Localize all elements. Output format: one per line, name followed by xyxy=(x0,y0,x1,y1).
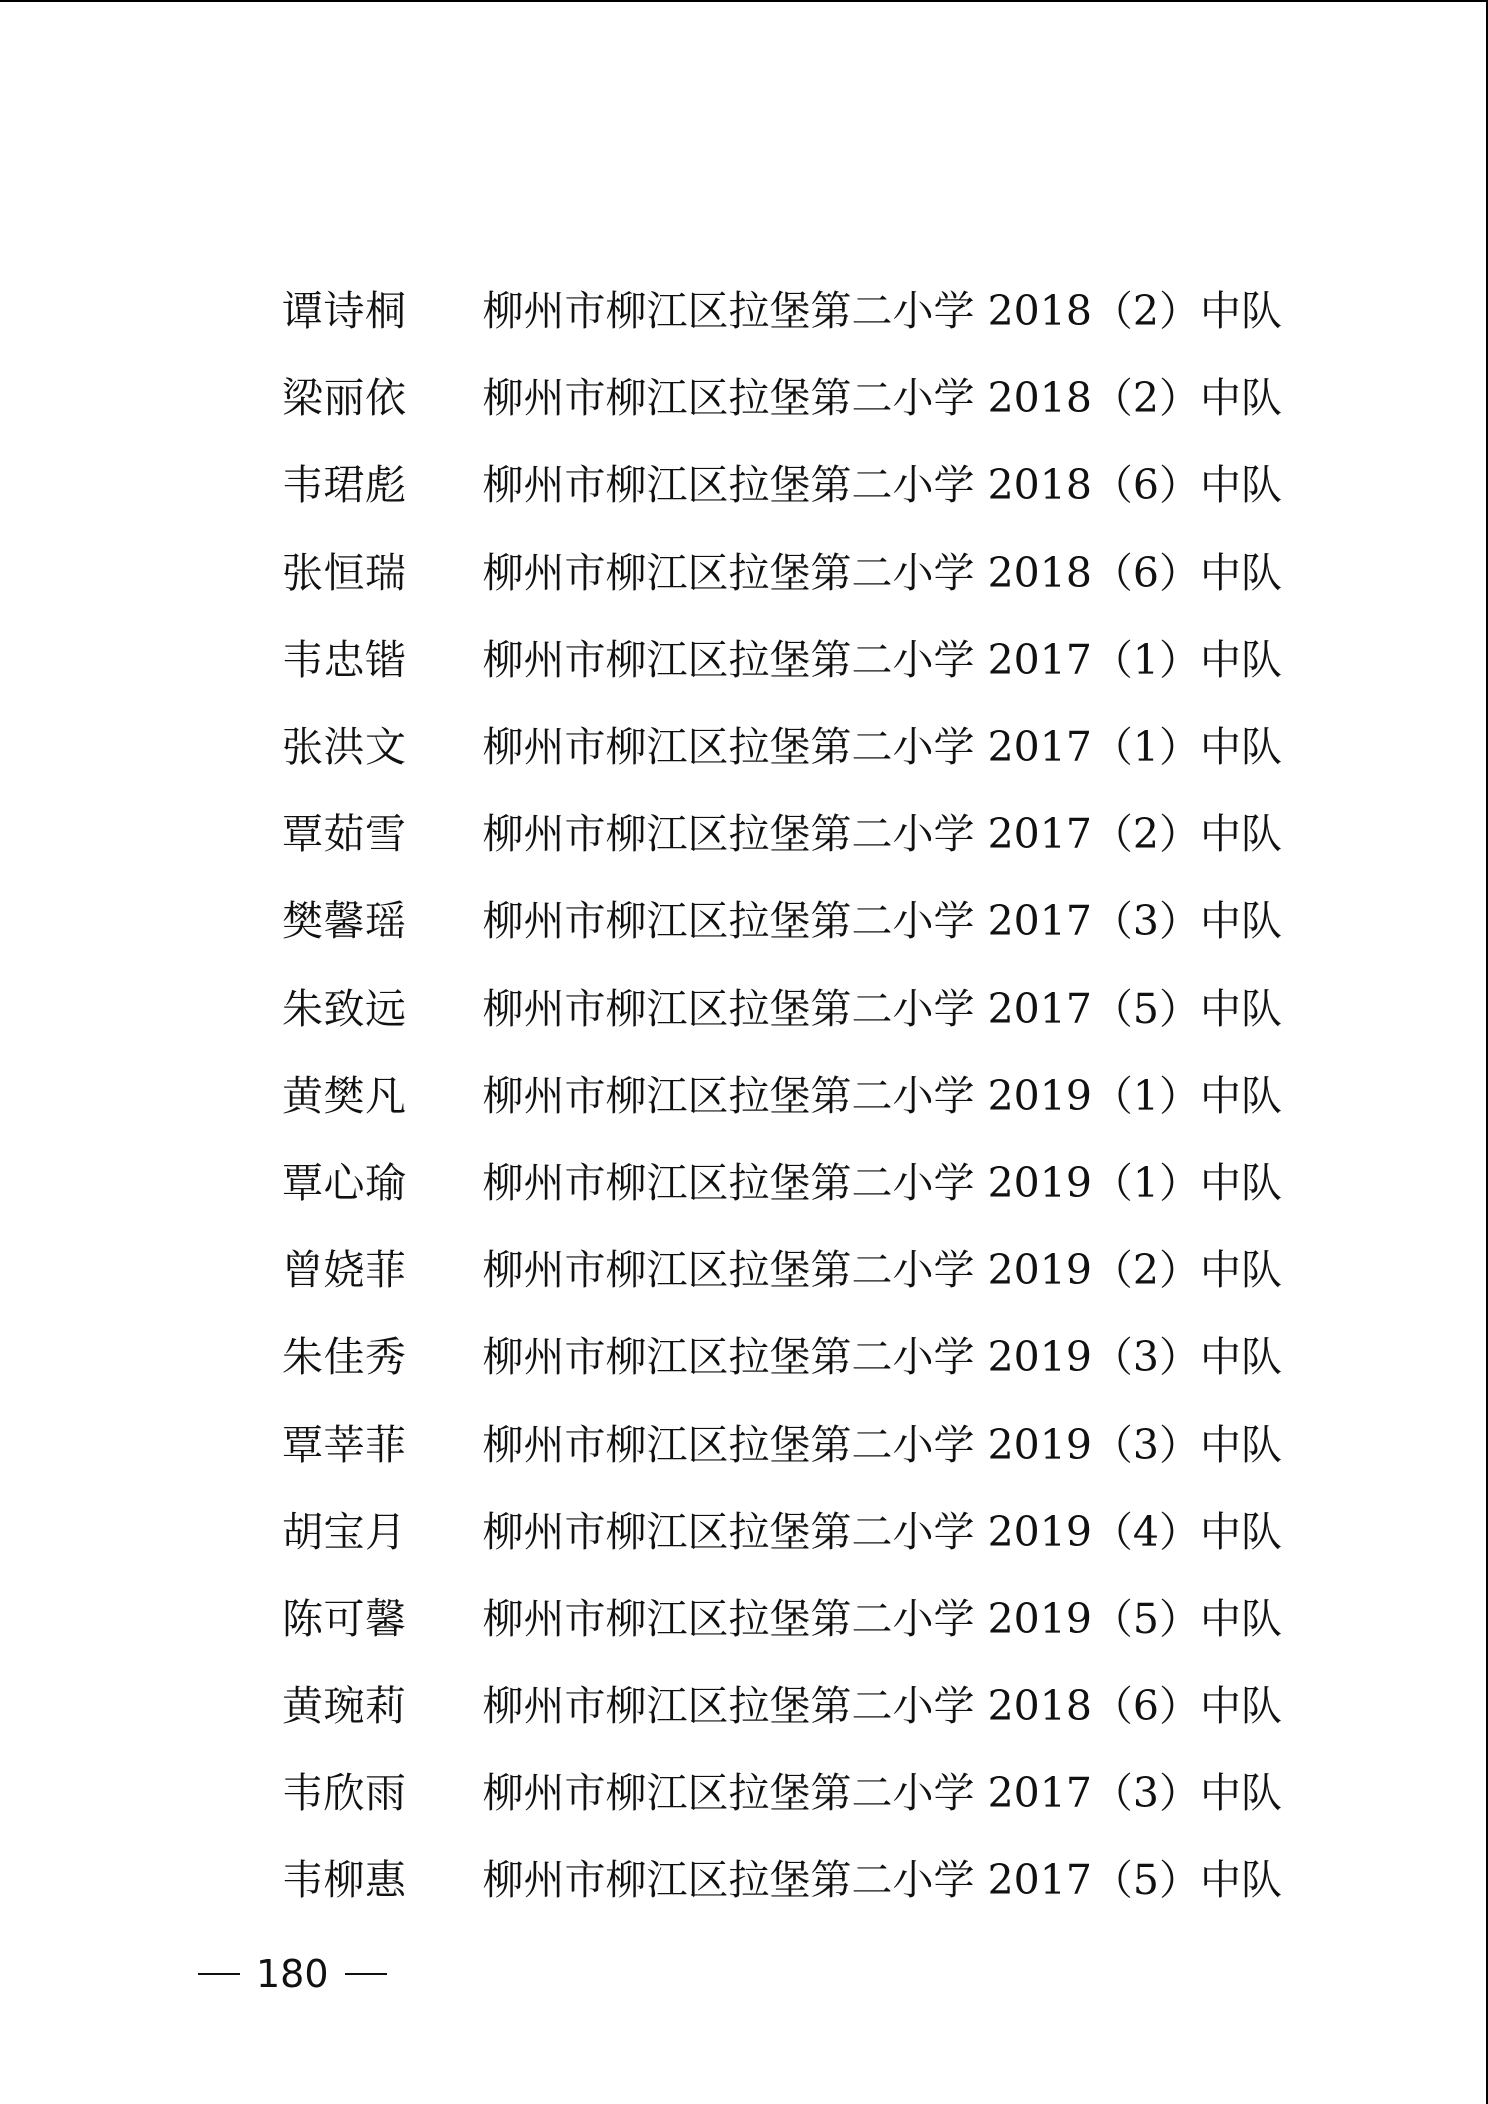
person-name: 覃茹雪 xyxy=(282,810,407,859)
person-name: 黄樊凡 xyxy=(282,1071,407,1120)
squad-name: 柳州市柳江区拉堡第二小学 2017（1）中队 xyxy=(482,723,1282,772)
squad-name: 柳州市柳江区拉堡第二小学 2017（5）中队 xyxy=(482,984,1282,1033)
squad-name: 柳州市柳江区拉堡第二小学 2019（1）中队 xyxy=(482,1071,1282,1120)
person-name: 覃莘菲 xyxy=(282,1420,407,1469)
squad-name: 柳州市柳江区拉堡第二小学 2017（3）中队 xyxy=(482,1769,1282,1818)
person-name: 胡宝月 xyxy=(282,1507,407,1556)
squad-name: 柳州市柳江区拉堡第二小学 2017（2）中队 xyxy=(482,810,1282,859)
squad-name: 柳州市柳江区拉堡第二小学 2019（5）中队 xyxy=(482,1594,1282,1643)
squad-name: 柳州市柳江区拉堡第二小学 2018（6）中队 xyxy=(482,548,1282,597)
person-name: 曾娆菲 xyxy=(282,1246,407,1295)
squad-name: 柳州市柳江区拉堡第二小学 2017（5）中队 xyxy=(482,1856,1282,1905)
person-name: 韦柳惠 xyxy=(282,1856,407,1905)
person-name: 陈可馨 xyxy=(282,1594,407,1643)
list-item xyxy=(282,1140,1282,1227)
person-name: 张恒瑞 xyxy=(282,548,407,597)
list-item xyxy=(282,1489,1282,1576)
squad-name: 柳州市柳江区拉堡第二小学 2017（3）中队 xyxy=(482,897,1282,946)
list-item xyxy=(282,1314,1282,1401)
squad-name: 柳州市柳江区拉堡第二小学 2019（2）中队 xyxy=(482,1246,1282,1295)
person-name: 朱致远 xyxy=(282,984,407,1033)
page-footer xyxy=(198,1944,387,2004)
list-item xyxy=(282,1576,1282,1663)
squad-name: 柳州市柳江区拉堡第二小学 2019（4）中队 xyxy=(482,1507,1282,1556)
person-name: 梁丽依 xyxy=(282,374,407,423)
page-number: 180 xyxy=(256,1952,329,1996)
list-item xyxy=(282,1401,1282,1488)
person-name: 樊馨瑶 xyxy=(282,897,407,946)
list-item xyxy=(282,878,1282,965)
list-item xyxy=(282,966,1282,1053)
list-item xyxy=(282,355,1282,442)
list-item xyxy=(282,1663,1282,1750)
list-item xyxy=(282,704,1282,791)
squad-name: 柳州市柳江区拉堡第二小学 2019（3）中队 xyxy=(482,1420,1282,1469)
squad-name: 柳州市柳江区拉堡第二小学 2017（1）中队 xyxy=(482,635,1282,684)
list-item xyxy=(282,1837,1282,1924)
name-list xyxy=(282,268,1282,1925)
squad-name: 柳州市柳江区拉堡第二小学 2019（3）中队 xyxy=(482,1333,1282,1382)
person-name: 韦珺彪 xyxy=(282,461,407,510)
page-top-border xyxy=(0,0,1488,2)
list-item xyxy=(282,1053,1282,1140)
list-item xyxy=(282,442,1282,529)
person-name: 覃心瑜 xyxy=(282,1158,407,1207)
person-name: 黄琬莉 xyxy=(282,1682,407,1731)
person-name: 朱佳秀 xyxy=(282,1333,407,1382)
footer-dash-right xyxy=(345,1973,387,1975)
squad-name: 柳州市柳江区拉堡第二小学 2018（6）中队 xyxy=(482,461,1282,510)
person-name: 韦欣雨 xyxy=(282,1769,407,1818)
person-name: 张洪文 xyxy=(282,723,407,772)
squad-name: 柳州市柳江区拉堡第二小学 2019（1）中队 xyxy=(482,1158,1282,1207)
person-name: 韦忠锴 xyxy=(282,635,407,684)
list-item xyxy=(282,530,1282,617)
squad-name: 柳州市柳江区拉堡第二小学 2018（6）中队 xyxy=(482,1682,1282,1731)
list-item xyxy=(282,1227,1282,1314)
person-name: 谭诗桐 xyxy=(282,287,407,336)
list-item xyxy=(282,791,1282,878)
squad-name: 柳州市柳江区拉堡第二小学 2018（2）中队 xyxy=(482,287,1282,336)
footer-dash-left xyxy=(198,1973,240,1975)
list-item xyxy=(282,617,1282,704)
squad-name: 柳州市柳江区拉堡第二小学 2018（2）中队 xyxy=(482,374,1282,423)
list-item xyxy=(282,268,1282,355)
list-item xyxy=(282,1750,1282,1837)
